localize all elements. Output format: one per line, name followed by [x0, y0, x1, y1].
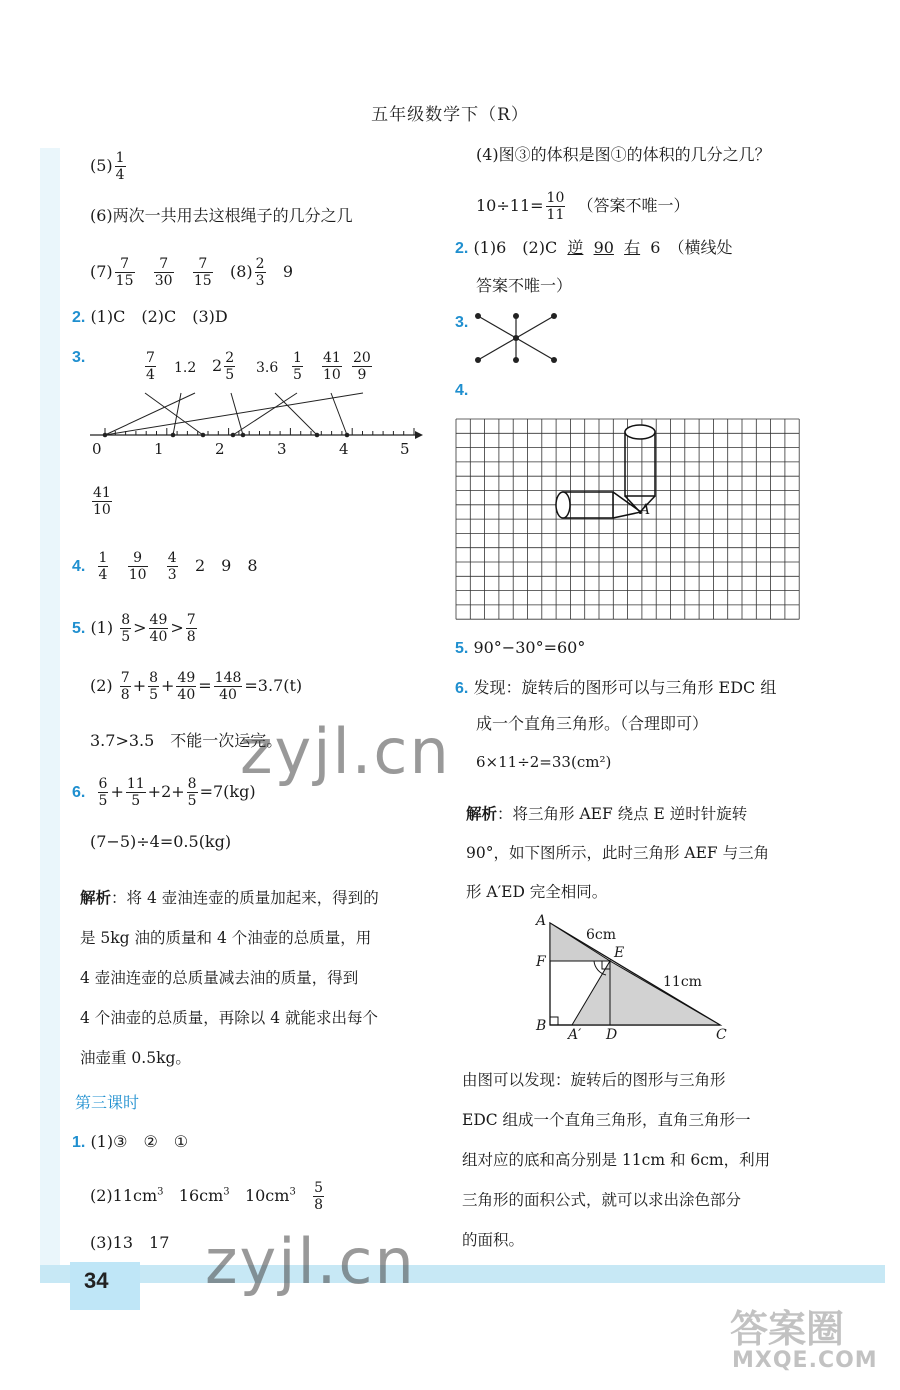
r-q4-number: 4. [455, 382, 469, 399]
page-header: 五年级数学下（R） [371, 105, 529, 125]
tri-label-F: F [536, 954, 546, 970]
item-5: (5) $\frac{1}{4}$ [90, 150, 125, 183]
item-7-8: (7) $\frac{7}{15}$ $\frac{7}{30}$ $\frac{7}{15}$ (8) $\frac{2}{3}$ 9 [90, 256, 293, 289]
right-analysis: 解析：将三角形 AEF 绕点 E 逆时针旋转 90°，如下图所示，此时三角形 AEF 与三角 形 A′ED 完全相同。 [466, 804, 770, 901]
q4: 4. $\frac{1}{4}$ $\frac{9}{10}$ $\frac{4}{3}$ 2 9 8 [72, 550, 258, 583]
nl-label-1-2: 1.2 [174, 360, 197, 376]
nl-label-41-10: $\frac{41}{10}$ [323, 350, 341, 383]
tri-label-top: 6cm [586, 927, 617, 943]
r-q6-line3: 6×11÷2=33(cm²) [476, 753, 612, 771]
watermark: zyjl.cn [205, 1225, 416, 1298]
q2: 2. (1)C (2)C (3)D [72, 307, 228, 326]
nl-label-3-6: 3.6 [256, 360, 279, 376]
q3-answer: $\frac{41}{10}$ [93, 485, 111, 518]
link-line [331, 393, 347, 435]
right-conclusion: 由图可以发现：旋转后的图形与三角形 EDC 组成一个直角三角形，直角三角形一 组对应的底和高分别是 11cm 和 6cm，利用 三角形的面积公式，就可以求出涂色部分 的面积。 [462, 1071, 771, 1249]
r-q6-line2: 成一个直角三角形。（合理即可） [476, 714, 709, 733]
q5-line2: (2) $\frac{7}{8}$ + $\frac{8}{5}$ + $\frac{49}{40}$ = $\frac{148}{40}$ =3.7(t) [90, 670, 303, 703]
lesson-q1-1: 1. (1)③ ② ① [72, 1132, 189, 1151]
r-item4-answer: 10÷11= $\frac{10}{11}$ （答案不唯一） [476, 190, 690, 223]
nl-label-20-9: $\frac{20}{9}$ [353, 350, 371, 383]
nl-label-1-5: $\frac{1}{5}$ [293, 350, 302, 383]
tri-label-A: A [536, 913, 547, 929]
nl-label-2-2-5: 2 $\frac{2}{5}$ [212, 350, 235, 383]
footer-band [40, 1265, 885, 1283]
item-6: (6)两次一共用去这根绳子的几分之几 [90, 206, 353, 225]
nl-tick-labels: 0 1 2 3 4 5 [92, 440, 410, 458]
r-q3-number: 3. [455, 314, 469, 331]
triangle-figure [530, 915, 740, 1045]
watermark-logo: 答案圈 [730, 1307, 845, 1351]
r-q2: 2. (1)6 (2)C 逆 90 右 6 （横线处 [455, 238, 733, 257]
q5-line1: 5. (1) $\frac{8}{5}$ > $\frac{49}{40}$ > $\frac{7}{8}$ [72, 612, 196, 645]
r-q5: 5. 90°−30°=60° [455, 638, 586, 657]
lesson-q1-2: $(2)11cm^3$ $16cm^3$ $10cm^3$ $\frac{5}{8}$ [90, 1180, 323, 1213]
tri-label-Aprime: A′ [568, 1027, 582, 1043]
q6-line2: (7−5)÷4=0.5(kg) [90, 832, 232, 851]
watermark-url: MXQE.COM [732, 1348, 878, 1373]
q6-line1: 6. $\frac{6}{5}$ + $\frac{11}{5}$ +2+ $\frac{8}{5}$ =7(kg) [72, 776, 256, 809]
star-lines-figure [470, 310, 570, 370]
grid-label-A: A [640, 502, 651, 518]
r-q2-line2: 答案不唯一） [476, 276, 573, 295]
watermark: zyjl.cn [240, 715, 451, 788]
page-number-badge: 34 [70, 1262, 140, 1310]
tri-label-E: E [614, 945, 625, 961]
lesson-q1-3: (3)13 17 [90, 1233, 170, 1252]
link-line [105, 393, 363, 435]
tri-label-B: B [536, 1018, 547, 1034]
left-margin-shade [40, 148, 60, 1278]
link-line [275, 393, 317, 435]
r-item4-question: (4)图③的体积是图①的体积的几分之几？ [476, 145, 771, 164]
grid-figure [455, 418, 801, 620]
q5-line3: 3.7>3.5 不能一次运完。 [90, 731, 283, 750]
nl-label-7-4: $\frac{7}{4}$ [146, 350, 155, 383]
lesson-title: 第三课时 [75, 1095, 140, 1112]
tri-label-D: D [606, 1027, 618, 1043]
q3-number: 3. [72, 349, 86, 366]
link-line [233, 393, 297, 435]
tri-label-side: 11cm [663, 974, 702, 990]
link-line [105, 393, 195, 435]
left-analysis: 解析：将 4 壶油连壶的质量加起来，得到的 是 5kg 油的质量和 4 个油壶的总质量，用 4 壶油连壶的总质量减去油的质量，得到 4 个油壶的总质量，再除以 4 就能求出每个 油壶重 0.5kg。 [80, 888, 379, 1067]
tri-label-C: C [716, 1027, 727, 1043]
r-q6-line1: 6. 发现：旋转后的图形可以与三角形 EDC 组 [455, 678, 777, 697]
